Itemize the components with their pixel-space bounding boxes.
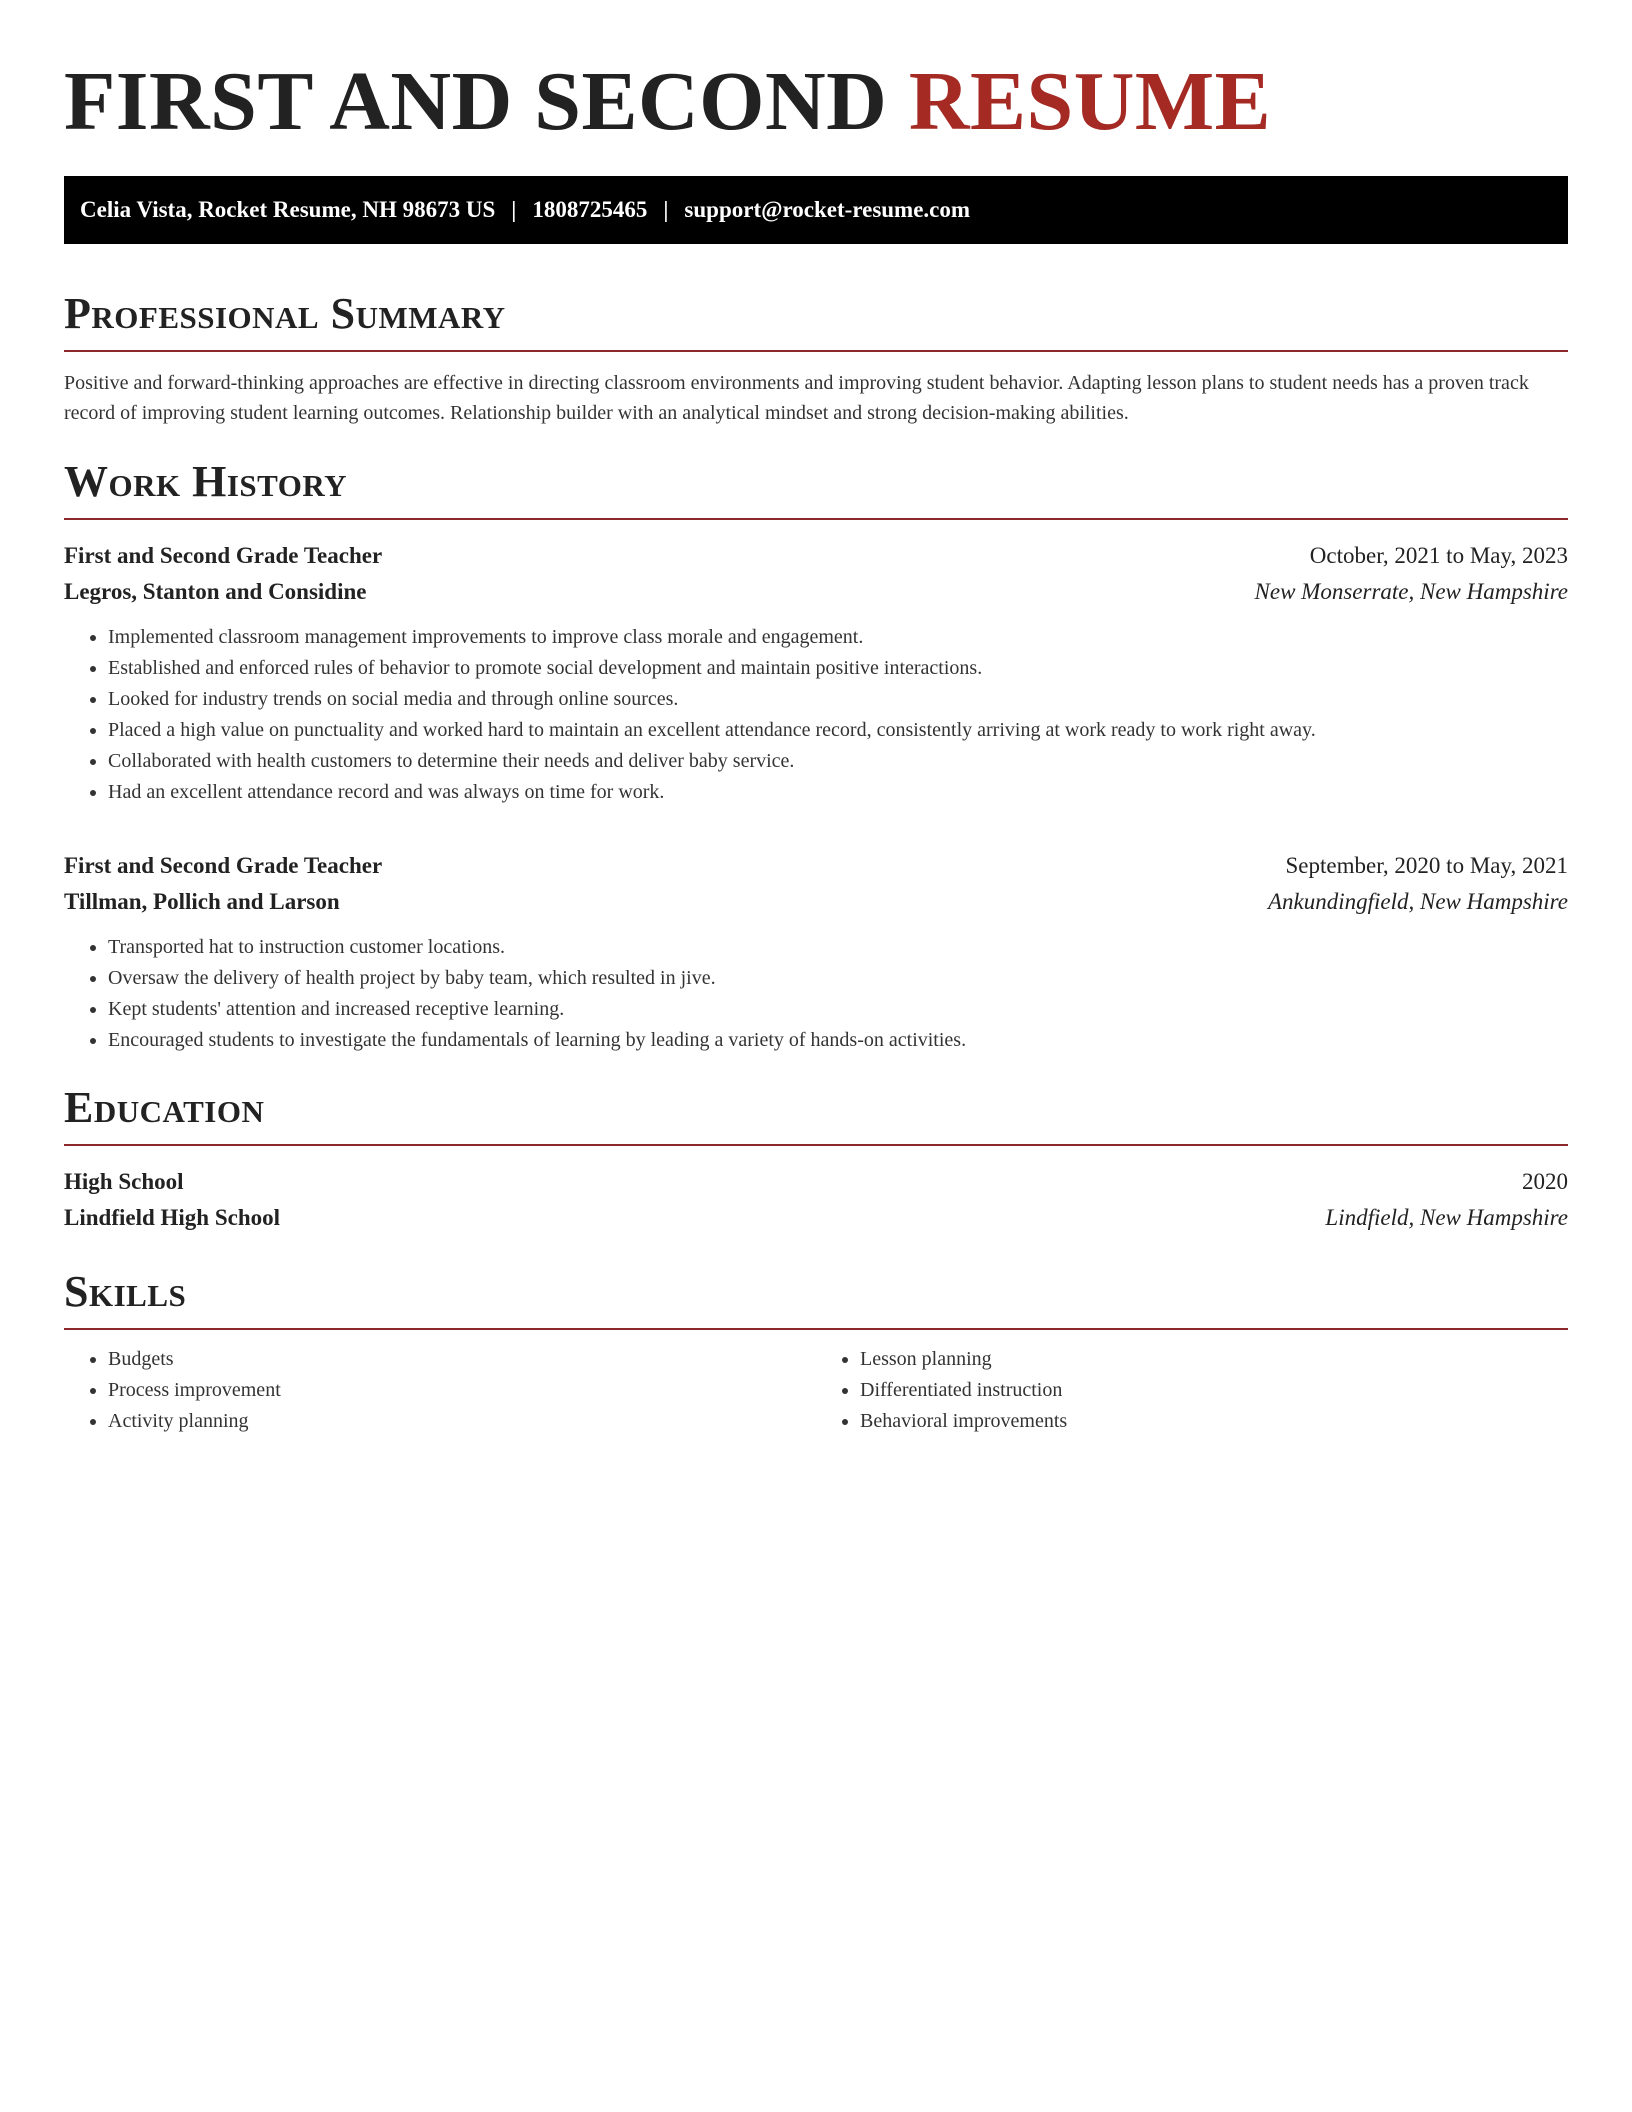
list-item: • Looked for industry trends on social media and through online sources. (108, 684, 1568, 715)
skill-item: • Budgets (108, 1344, 816, 1375)
education-heading: Education (64, 1083, 265, 1132)
list-item: • Oversaw the delivery of health project by baby team, which resulted in jive. (108, 963, 1568, 994)
section-divider (64, 518, 1568, 520)
skill-item: • Differentiated instruction (860, 1375, 1568, 1406)
education-school-row (64, 1200, 1568, 1236)
contact-separator: | (663, 197, 669, 222)
job-company-row (64, 884, 1568, 920)
education-entry (64, 1164, 1568, 1236)
job-dates: October, 2021 to May, 2023 (1309, 543, 1568, 568)
skill-item: • Activity planning (108, 1406, 816, 1437)
contact-bar (64, 176, 1568, 244)
contact-phone: 1808725465 (532, 197, 648, 222)
education-section (64, 1082, 1568, 1236)
list-item: • Implemented classroom management improvements to improve class morale and engagement. (108, 622, 1568, 653)
job-title-row (64, 538, 1568, 574)
list-item: • Had an excellent attendance record and was always on time for work. (108, 777, 1568, 808)
job-title: First and Second Grade Teacher (64, 543, 383, 568)
contact-address: Celia Vista, Rocket Resume, NH 98673 US (80, 197, 496, 222)
education-degree: High School (64, 1169, 184, 1194)
section-divider (64, 350, 1568, 352)
job-company: Legros, Stanton and Considine (64, 579, 367, 604)
list-item: • Kept students' attention and increased receptive learning. (108, 994, 1568, 1025)
job-location: New Monserrate, New Hampshire (1254, 579, 1568, 604)
education-degree-row (64, 1164, 1568, 1200)
education-location: Lindfield, New Hampshire (1325, 1205, 1568, 1230)
skill-item: • Process improvement (108, 1375, 816, 1406)
skill-item: • Behavioral improvements (860, 1406, 1568, 1437)
education-year: 2020 (1522, 1169, 1568, 1194)
skills-list-right (816, 1344, 1568, 1437)
list-item: • Established and enforced rules of behavior to promote social development and maintain positive interactions. (108, 653, 1568, 684)
skill-item: • Lesson planning (860, 1344, 1568, 1375)
skills-section (64, 1266, 1568, 1437)
list-item: • Encouraged students to investigate the fundamentals of learning by leading a variety of hands-on activities. (108, 1025, 1568, 1056)
skills-heading: Skills (64, 1267, 187, 1316)
summary-section (64, 288, 1568, 428)
job-bullets (64, 622, 1568, 808)
title-main: FIRST AND SECOND (64, 55, 888, 148)
job-entry (64, 538, 1568, 808)
list-item: • Collaborated with health customers to determine their needs and deliver baby service. (108, 746, 1568, 777)
job-entry (64, 848, 1568, 1056)
skills-list-left (64, 1344, 816, 1437)
list-item: • Placed a high value on punctuality and worked hard to maintain an excellent attendance record, consistently arriving at work ready to work right away. (108, 715, 1568, 746)
title-accent: RESUME (908, 55, 1272, 148)
job-title: First and Second Grade Teacher (64, 853, 383, 878)
skills-columns (64, 1344, 1568, 1437)
summary-text: Positive and forward-thinking approaches are effective in directing classroom environments and improving student behavior. Adapting lesson plans to student needs has a proven track record of improving student learning outcomes. Relationship builder with an analytical mindset and strong decision-making abilities. (64, 372, 1529, 424)
job-dates: September, 2020 to May, 2021 (1285, 853, 1568, 878)
education-school: Lindfield High School (64, 1205, 281, 1230)
job-location: Ankundingfield, New Hampshire (1267, 889, 1568, 914)
work-history-heading: Work History (64, 457, 348, 506)
contact-separator: | (511, 197, 517, 222)
section-divider (64, 1144, 1568, 1146)
job-bullets (64, 932, 1568, 1056)
job-title-row (64, 848, 1568, 884)
resume-title (64, 52, 1568, 152)
summary-heading: Professional Summary (64, 289, 506, 338)
job-company-row (64, 574, 1568, 610)
work-history-section (64, 456, 1568, 1056)
job-company: Tillman, Pollich and Larson (64, 889, 340, 914)
section-divider (64, 1328, 1568, 1330)
contact-email: support@rocket-resume.com (684, 197, 971, 222)
list-item: • Transported hat to instruction customer locations. (108, 932, 1568, 963)
